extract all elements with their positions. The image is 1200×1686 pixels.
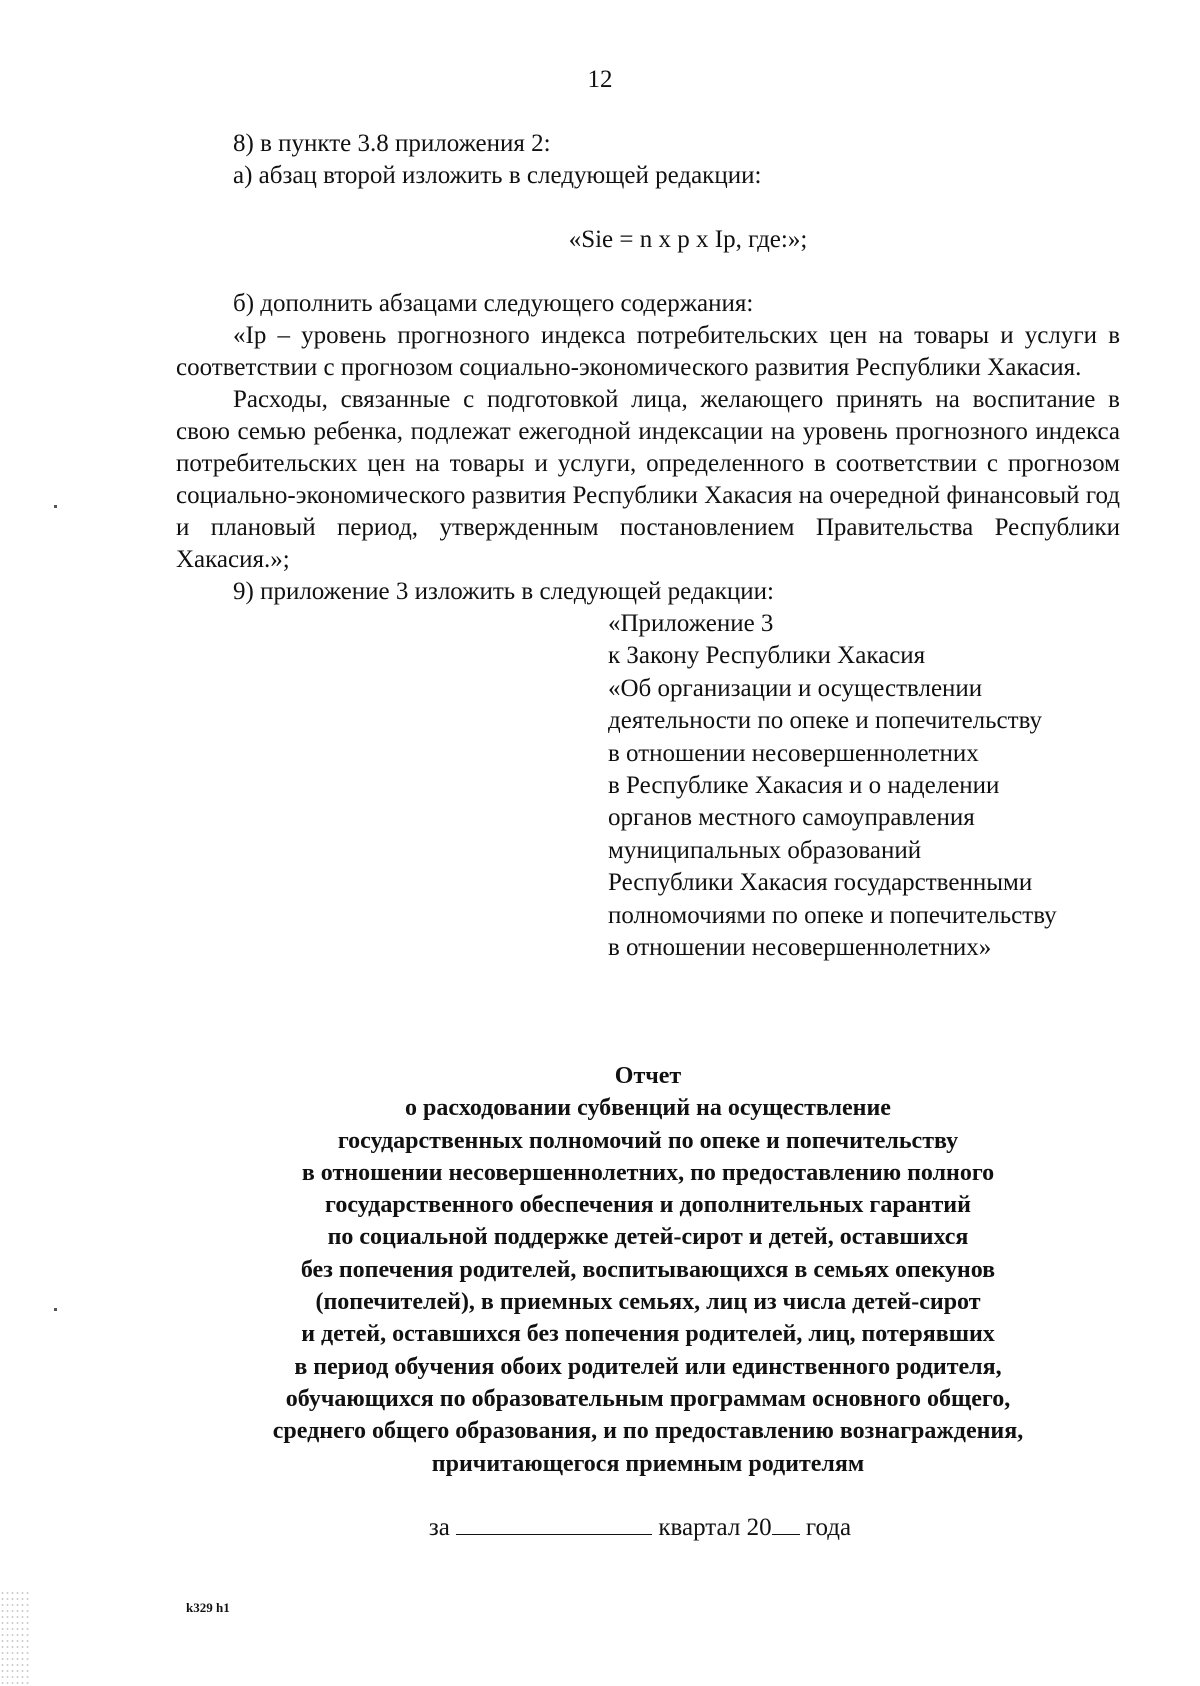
period-middle: квартал 20 [658, 1514, 772, 1541]
report-title-line: (попечителей), в приемных семьях, лиц из числа детей-сирот [315, 1289, 981, 1316]
report-title-line: в отношении несовершеннолетних, по предоставлению полного [301, 1159, 995, 1186]
scan-edge-mark [54, 505, 57, 508]
formula: «Sie = n x p x Ip, где:»; [568, 226, 808, 253]
report-title-line: среднего общего образования, и по предоставлению вознаграждения, [272, 1418, 1024, 1445]
amendment-item-8a: а) абзац второй изложить в следующей редакции: [233, 162, 762, 189]
paragraph-ip-definition: «Ip – уровень прогнозного индекса потребительских цен на товары и услуги в соответствии с прогнозом социально-экономического развития Республики Хакасия. [176, 322, 1120, 381]
report-title-line: в период обучения обоих родителей или единственного родителя, [294, 1353, 1002, 1380]
report-title-line: причитающегося приемным родителям [431, 1450, 865, 1477]
paragraph-expenses-indexation: Расходы, связанные с подготовкой лица, желающего принять на воспитание в свою семью ребенка, подлежат ежегодной индексации на уровень прогнозного индекса потребительских цен на товары и услуги, определенного в соответствии с прогнозом социально-экономического развития Республики Хакасия на очередной финансовый год и плановый период, утвержденным постановлением Правительства Республики Хакасия.»; [176, 386, 1120, 573]
appendix-line: в отношении несовершеннолетних [608, 739, 979, 767]
appendix-line: органов местного самоуправления [608, 804, 975, 832]
appendix-line: в Республике Хакасия и о наделении [608, 772, 1000, 800]
scan-edge-mark [54, 1308, 57, 1311]
appendix-line: «Об организации и осуществлении [608, 674, 983, 702]
quarter-blank-field [456, 1512, 652, 1535]
document-body [176, 128, 1120, 964]
appendix-line: «Приложение 3 [608, 610, 774, 637]
page-number: 12 [587, 66, 613, 93]
report-title-line: государственного обеспечения и дополнительных гарантий [325, 1192, 971, 1219]
period-suffix: года [805, 1514, 852, 1541]
report-title-line: обучающихся по образовательным программам основного общего, [285, 1385, 1011, 1412]
appendix-line: полномочиями по опеке и попечительству [608, 901, 1057, 929]
appendix-line: к Закону Республики Хакасия [608, 642, 926, 670]
period-prefix: за [428, 1514, 450, 1541]
appendix-line: Республики Хакасия государственными [608, 869, 1033, 897]
appendix-header [608, 608, 1120, 964]
report-title-line: по социальной поддержке детей-сирот и детей, оставшихся [327, 1224, 969, 1251]
amendment-item-8b: б) дополнить абзацами следующего содержания: [233, 290, 754, 317]
report-title-line: государственных полномочий по опеке и попечительству [337, 1127, 959, 1154]
report-title [176, 1060, 1120, 1480]
report-title-line: Отчет [614, 1063, 682, 1089]
report-title-line: без попечения родителей, воспитывающихся в семьях опекунов [300, 1256, 996, 1283]
appendix-line: муниципальных образований [608, 836, 922, 864]
amendment-item-9: 9) приложение 3 изложить в следующей редакции: [233, 578, 774, 605]
year-blank-field [772, 1512, 800, 1535]
amendment-item-8: 8) в пункте 3.8 приложения 2: [233, 130, 551, 157]
report-title-line: и детей, оставшихся без попечения родителей, лиц, потерявших [301, 1321, 995, 1348]
report-period [0, 1512, 1200, 1542]
footer-document-code: k329 h1 [186, 1600, 230, 1615]
appendix-line: деятельности по опеке и попечительству [608, 707, 1043, 735]
appendix-line: в отношении несовершеннолетних» [608, 934, 992, 962]
scan-noise [0, 1590, 30, 1686]
report-title-line: о расходовании субвенций на осуществление [405, 1095, 891, 1122]
